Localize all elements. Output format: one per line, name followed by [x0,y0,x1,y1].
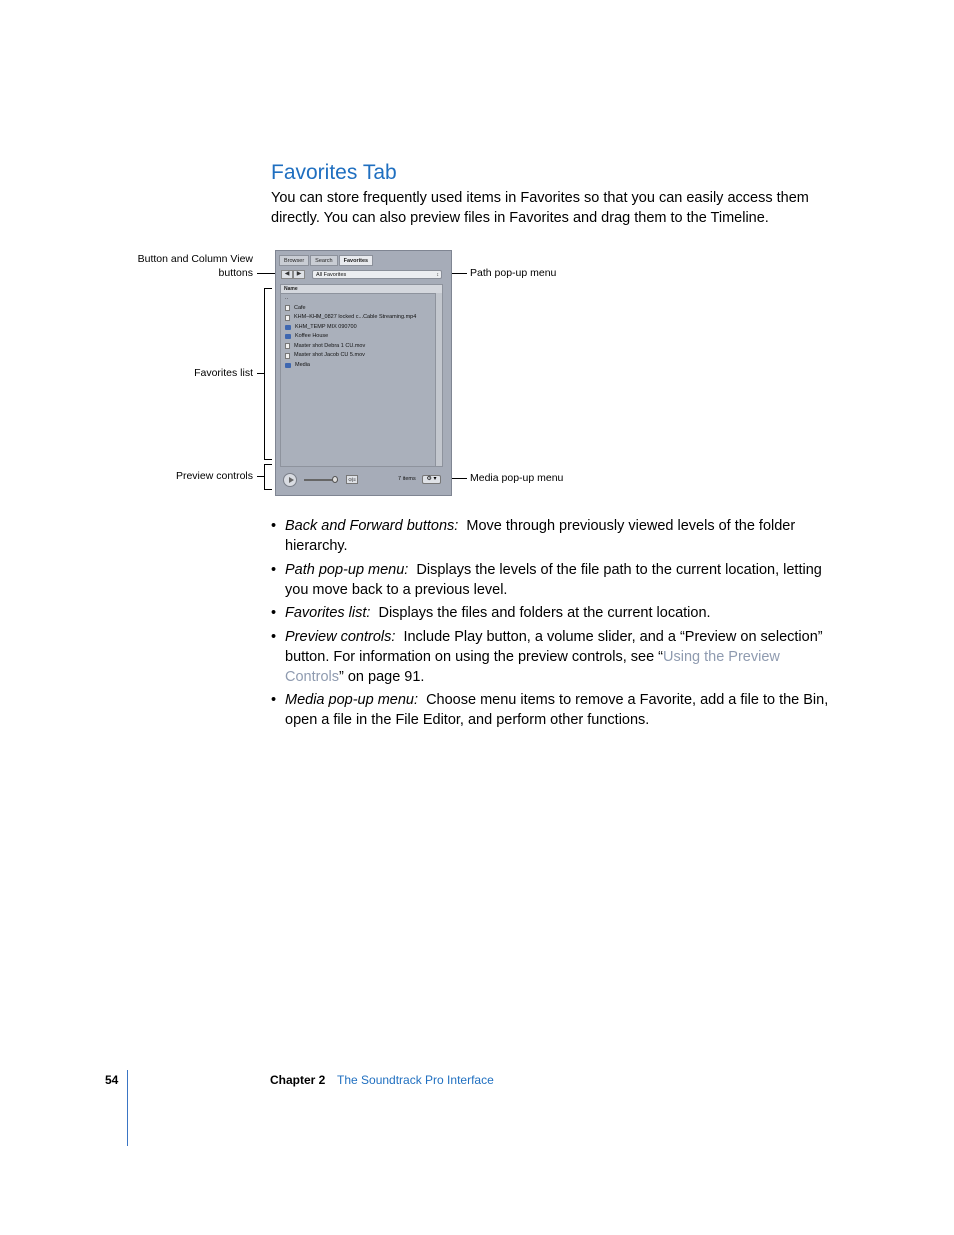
list-item[interactable] [281,304,442,314]
bullet-preview-controls [271,627,831,687]
forward-button[interactable]: ▶ [293,270,305,279]
bracket-preview-controls [264,464,265,490]
bracket-preview-bottom [264,489,272,490]
bullet-dot: • [271,605,277,621]
preview-controls-link[interactable]: Using the Preview Controls [285,648,780,685]
list-item[interactable] [281,323,442,333]
feature-list [271,516,831,734]
folder-icon [285,363,291,368]
list-item[interactable] [281,342,442,352]
tab-favorites[interactable]: Favorites [339,255,373,266]
bullet-text: Include Play button, a volume slider, and a “Preview on selection” button. For information on using the preview controls, see “ [285,628,823,665]
list-scrollbar[interactable] [435,293,442,466]
footer-divider [127,1070,128,1146]
list-item-label: KHM–KHM_0827 locked c...Cable Streaming.mp4 [294,314,417,320]
bracket-favorites-top [264,288,272,289]
bullet-text-after: ” on page 91. [339,668,425,685]
callout-button-column-line1: Button and Column View [137,253,253,265]
callout-path-popup: Path pop-up menu [470,267,557,279]
bullet-text: Displays the levels of the file path to the current location, letting you move back to a previous level. [285,561,822,598]
callout-button-column-line2: buttons [218,267,253,279]
parent-folder-row[interactable]: .. [285,295,289,301]
list-item[interactable] [281,351,442,361]
movie-file-icon [285,315,290,321]
audio-file-icon [285,305,290,311]
list-item-label: KHM_TEMP MIX 090700 [295,323,357,330]
list-item-label: Media [295,361,310,368]
bullet-dot: • [271,518,277,534]
bullet-dot: • [271,628,277,645]
callout-favorites-list: Favorites list [194,367,253,379]
bracket-preview-top [264,464,272,465]
tab-browser[interactable]: Browser [279,255,309,266]
favorites-tab-screenshot [275,250,452,496]
bullet-text: Move through previously viewed levels of the folder hierarchy. [285,518,796,554]
path-popup-menu[interactable] [312,270,442,279]
list-item-label: Master shot Jacob CU 5.mov [294,352,365,358]
column-header-name[interactable]: Name [281,285,442,294]
callout-preview-controls: Preview controls [175,470,253,482]
bullet-term: Path pop-up menu: [285,561,409,578]
preview-controls [280,471,443,489]
bullet-dot: • [271,561,277,578]
back-forward-buttons [281,270,305,279]
intro-paragraph: You can store frequently used items in Favorites so that you can easily access them directly. You can also preview files in Favorites and drag them to the Timeline. [271,190,809,226]
tab-search[interactable]: Search [310,255,337,266]
list-item-label: Master shot Debra 1 CU.mov [294,342,366,349]
chapter-label: Chapter 2 [270,1073,326,1087]
movie-file-icon [285,343,290,349]
page-number: 54 [105,1073,119,1087]
bullet-back-forward [271,516,831,556]
leader-line-preview-controls [257,476,264,477]
popup-arrows-icon: ↕ [436,272,439,278]
bullet-term: Preview controls: [285,628,396,645]
item-count: 7 items [398,476,416,482]
leader-line-favorites-list [257,373,264,374]
bullet-term: Media pop-up menu: [285,692,418,708]
section-title: Favorites Tab [271,161,397,184]
chapter-title-link[interactable]: The Soundtrack Pro Interface [337,1073,494,1087]
bullet-favorites-list [271,603,831,623]
back-button[interactable]: ◀ [281,270,293,279]
bullet-media-popup [271,690,831,730]
bullet-term: Back and Forward buttons: [285,518,459,534]
favorites-list[interactable] [280,284,443,467]
movie-file-icon [285,353,290,359]
callout-button-column [120,252,253,280]
bracket-favorites-list [264,288,265,460]
bracket-favorites-bottom [264,459,272,460]
bullet-term: Favorites list: [285,605,371,621]
preview-on-selection-button[interactable]: ⊙|≡ [346,475,358,484]
list-item-label: Cafe [294,304,306,311]
media-popup-menu[interactable]: ⚙ ▾ [422,475,441,484]
folder-icon [285,334,291,339]
bullet-path-popup [271,560,831,600]
panel-tabs [279,255,373,266]
list-item[interactable] [281,361,442,371]
volume-slider[interactable] [304,479,338,481]
callout-media-popup: Media pop-up menu [470,472,564,484]
volume-slider-knob[interactable] [332,476,338,483]
path-popup-value: All Favorites [316,272,347,278]
list-item-label: Koffee House [295,333,329,339]
bullet-text: Choose menu items to remove a Favorite, add a file to the Bin, open a file in the File Editor, and perform other functions. [285,692,829,728]
folder-icon [285,325,291,330]
bullet-text: Displays the files and folders at the current location. [378,605,711,621]
play-button[interactable] [283,473,297,487]
list-item[interactable] [281,313,442,323]
list-item[interactable] [281,332,442,342]
bullet-dot: • [271,692,277,708]
